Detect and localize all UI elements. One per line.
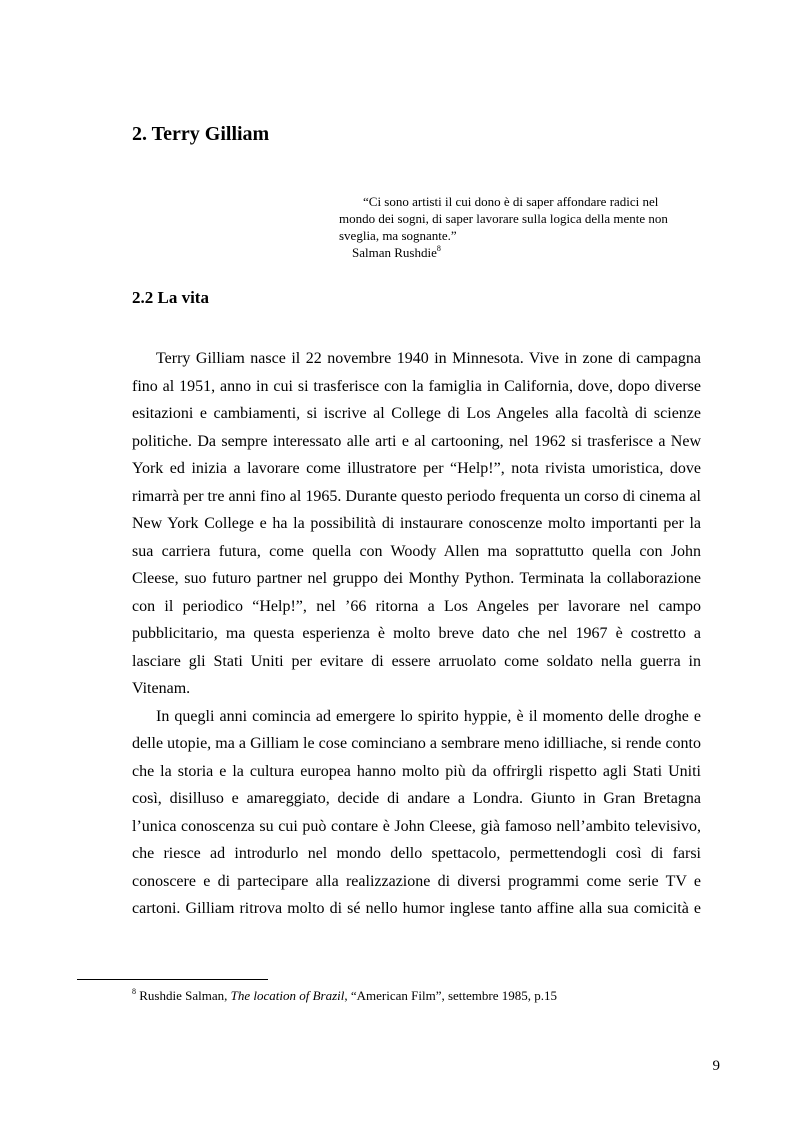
body-line: esitazioni e cambiamenti, si iscrive al College di Los Angeles alla facoltà di scienze [132,405,701,422]
footnote-separator [77,979,268,980]
body-line: conoscere e di partecipare alla realizzazione di diversi programmi come serie TV e [132,872,701,890]
body-line: fino al 1951, anno in cui si trasferisce con la famiglia in California, dove, dopo diverse [132,377,701,395]
chapter-title: 2. Terry Gilliam [132,123,270,145]
body-line: politiche. Da sempre interessato alle arti e al cartooning, nel 1962 si trasferisce a New [132,432,701,450]
footnote [132,987,557,1004]
epigraph-line: sveglia, ma sognante.” [339,228,457,243]
footnote-number: 8 [132,986,136,996]
section-title: 2.2 La vita [132,288,209,307]
epigraph-quote [339,193,689,261]
body-line: che riesce ad introdurlo nel mondo dello spettacolo, permettendogli così di farsi [132,845,701,862]
epigraph-author-line [339,244,689,261]
epigraph-line: “Ci sono artisti il cui dono è di saper affondare radici nel [363,194,659,209]
body-line: con il periodico “Help!”, nel ’66 ritorna a Los Angeles per lavorare nel campo [132,597,701,615]
epigraph-author: Salman Rushdie [352,245,437,260]
body-line: pubblicitario, ma questa esperienza è molto breve dato che nel 1967 è costretto a [132,625,701,642]
body-line: cartoni. Gilliam ritrova molto di sé nello humor inglese tanto affine alla sua comicità e [132,900,701,917]
page-number: 9 [712,1058,720,1074]
epigraph-line: mondo dei sogni, di saper lavorare sulla logica della mente non [339,211,668,226]
body-line: Cleese, suo futuro partner nel gruppo dei Monthy Python. Terminata la collaborazione [132,570,701,587]
body-line: sua carriera futura, come quella con Woody Allen ma soprattutto quella con John [132,542,701,560]
footnote-author: Rushdie Salman, [139,988,228,1003]
footnote-citation: , “American Film”, settembre 1985, p.15 [344,988,557,1003]
body-text [132,345,701,923]
body-line: New York College e ha la possibilità di instaurare conoscenze molto importanti per la [132,515,701,532]
body-line: che la storia e la cultura europea hanno molto più da offrirgli rispetto agli Stati Uniti [132,762,701,780]
body-line: Vitenam. [132,680,191,697]
body-line: In quegli anni comincia ad emergere lo spirito hyppie, è il momento delle droghe e [156,707,701,725]
body-line: Terry Gilliam nasce il 22 novembre 1940 in Minnesota. Vive in zone di campagna [156,350,701,367]
body-line: così, disilluso e amareggiato, decide di andare a Londra. Giunto in Gran Bretagna [132,790,701,807]
body-line: lasciare gli Stati Uniti per evitare di essere arruolato come soldato nella guerra in [132,652,701,670]
body-line: York ed inizia a lavorare come illustratore per “Help!”, nota rivista umoristica, dove [132,460,701,477]
body-line: l’unica conoscenza su cui può contare è John Cleese, già famoso nell’ambito televisivo, [132,817,701,835]
body-line: delle utopie, ma a Gilliam le cose cominciano a sembrare meno idilliache, si rende conto [132,735,701,752]
body-line: rimarrà per tre anni fino al 1965. Durante questo periodo frequenta un corso di cinema al [132,487,701,505]
footnote-reference: 8 [436,243,441,253]
footnote-work-title: The location of Brazil [230,988,345,1003]
